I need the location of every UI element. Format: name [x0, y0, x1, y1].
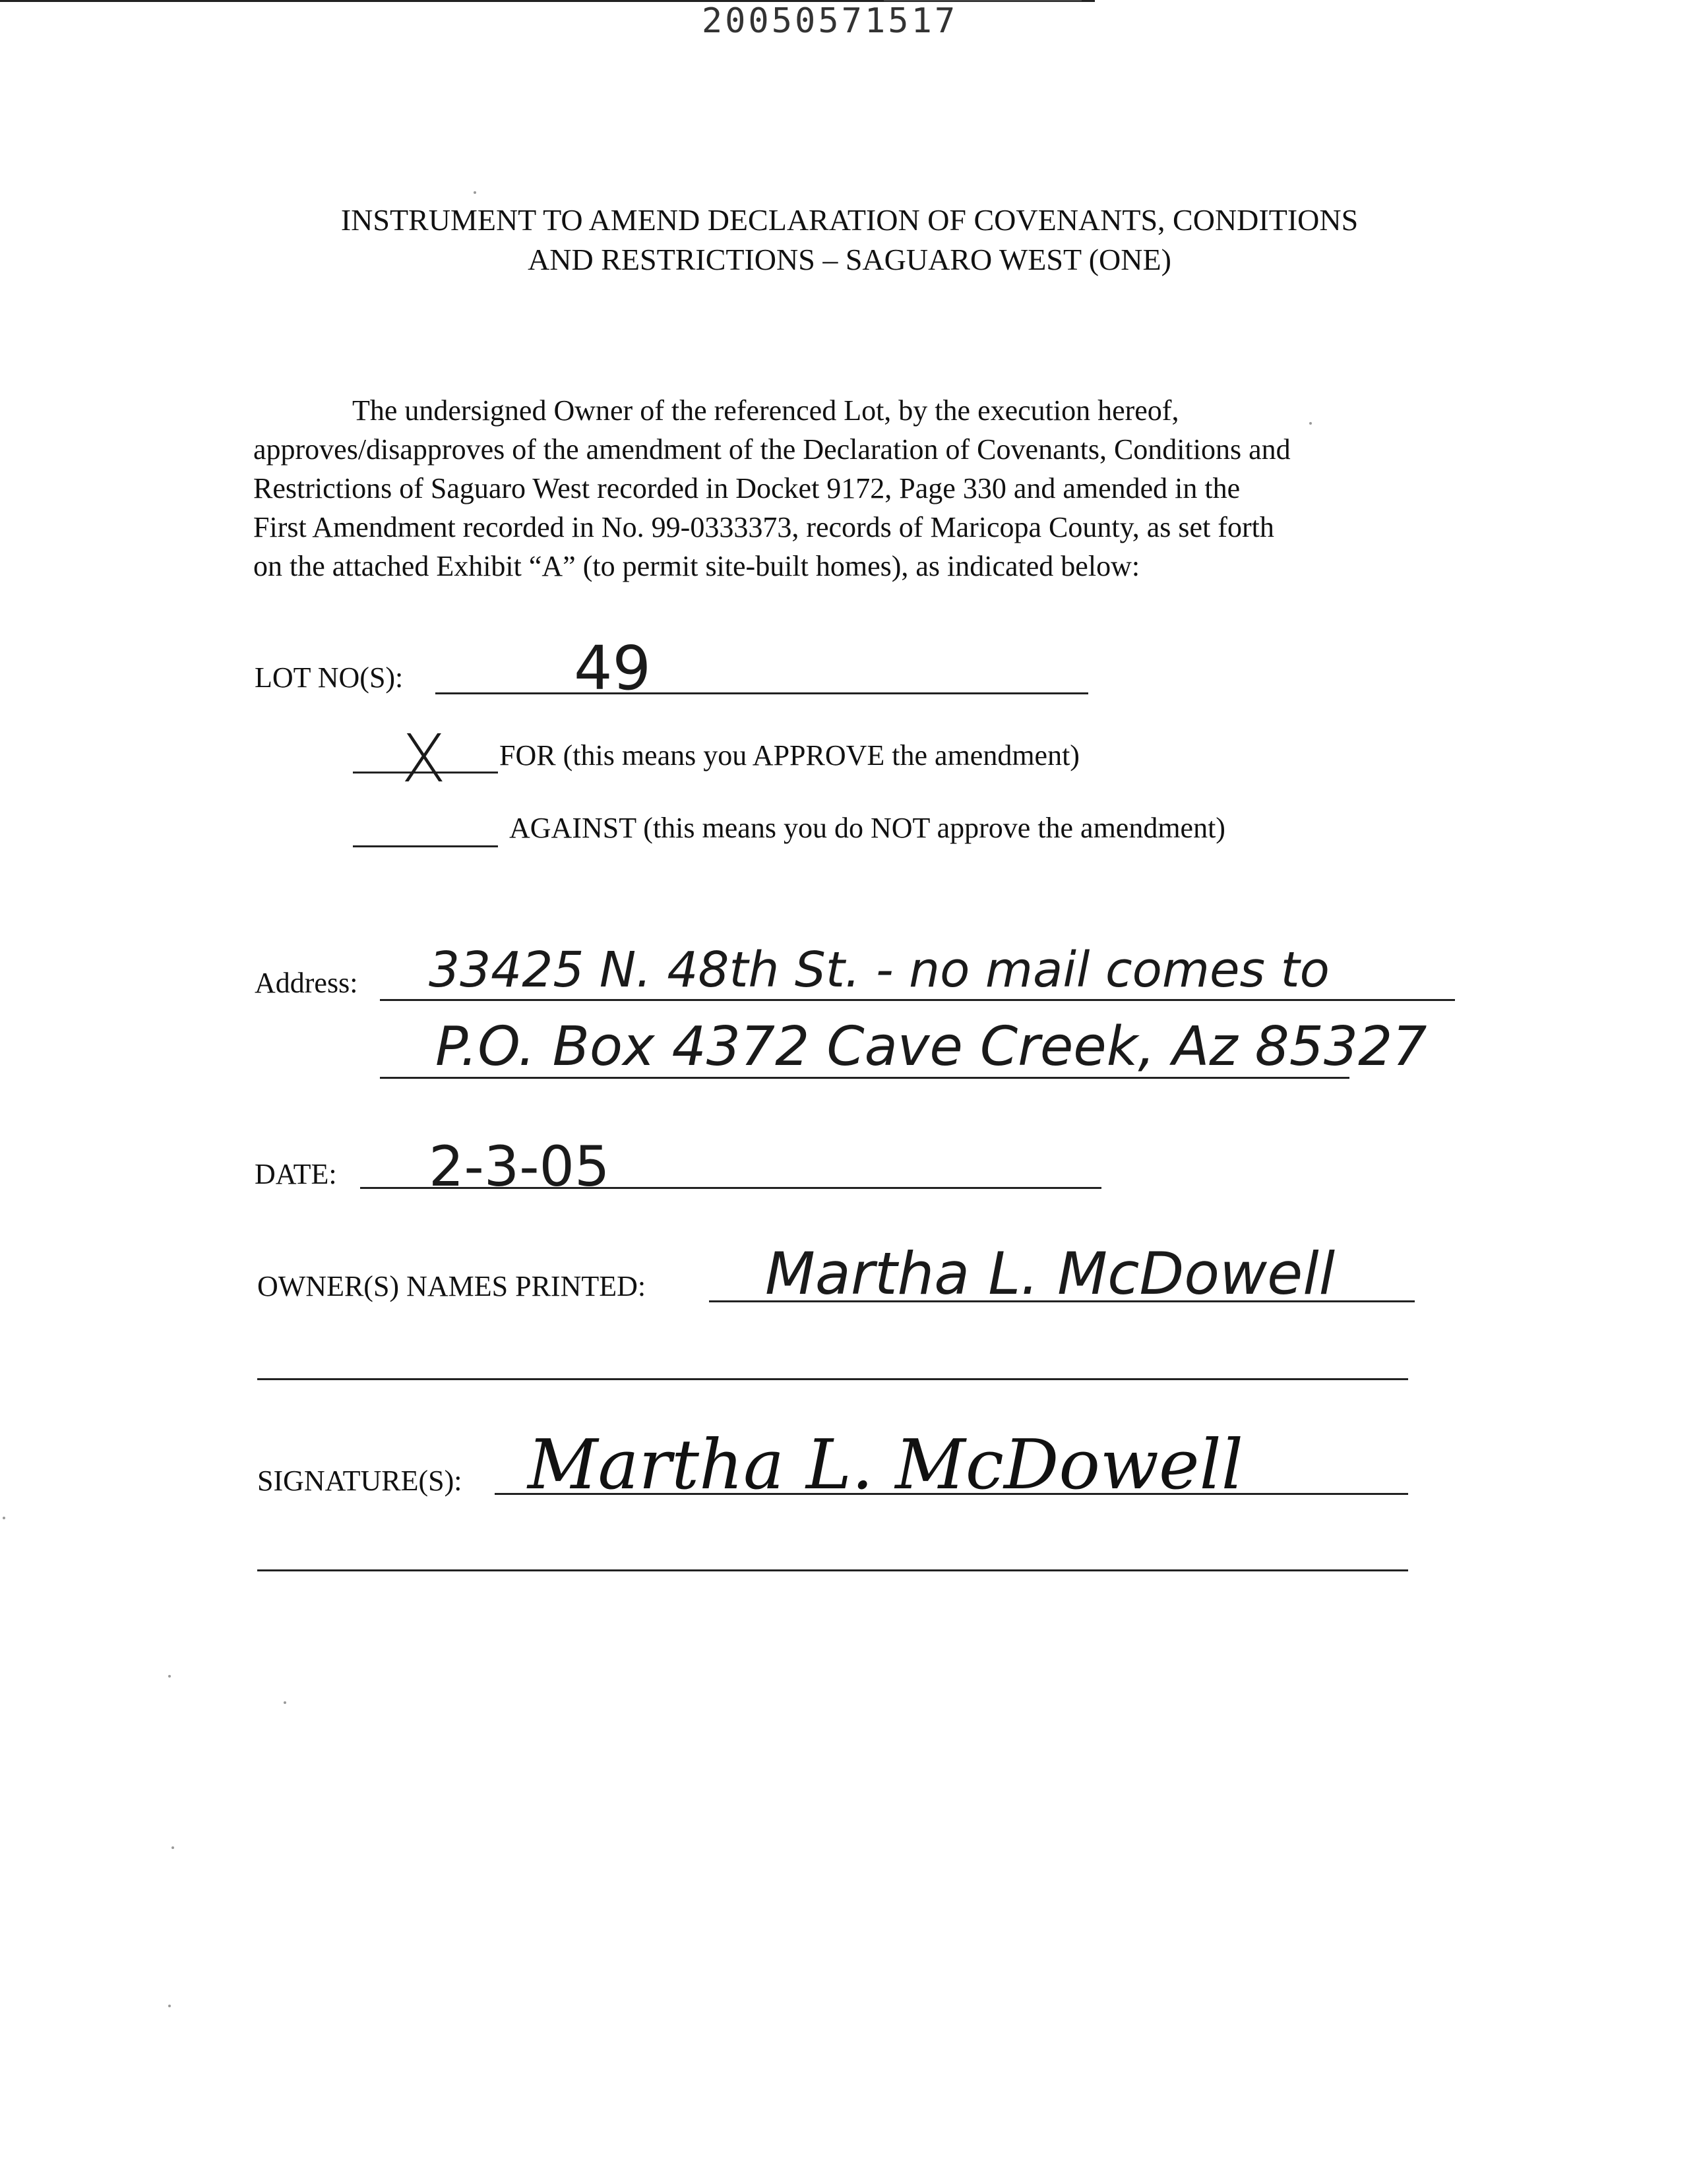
signature-label: SIGNATURE(S): — [257, 1465, 462, 1497]
for-checkmark[interactable]: X — [401, 720, 447, 797]
address-label: Address: — [255, 967, 358, 999]
address-line-2[interactable]: P.O. Box 4372 Cave Creek, Az 85327 — [435, 1016, 1427, 1078]
signature-value[interactable]: Martha L. McDowell — [528, 1424, 1244, 1505]
body-line: approves/disapproves of the amendment of the Declaration of Covenants, Conditions and — [253, 433, 1291, 466]
body-line: The undersigned Owner of the referenced Lot, by the execution hereof, — [352, 394, 1179, 427]
title-line-2: AND RESTRICTIONS – SAGUARO WEST (ONE) — [528, 243, 1171, 276]
body-line: First Amendment recorded in No. 99-0333373, records of Maricopa County, as set forth — [253, 511, 1274, 543]
lot-label: LOT NO(S): — [255, 661, 404, 694]
owner-label: OWNER(S) NAMES PRINTED: — [257, 1270, 646, 1302]
document-title — [0, 200, 1699, 280]
lot-underline — [435, 692, 1088, 694]
title-line-1: INSTRUMENT TO AMEND DECLARATION OF COVENANTS, CONDITIONS — [340, 203, 1359, 237]
lot-value[interactable]: 49 — [574, 633, 652, 704]
recording-number: 20050571517 — [701, 1, 958, 41]
body-line: on the attached Exhibit “A” (to permit site-built homes), as indicated below: — [253, 550, 1140, 582]
body-line: Restrictions of Saguaro West recorded in Docket 9172, Page 330 and amended in the — [253, 472, 1241, 504]
address-underline-1 — [380, 999, 1455, 1001]
scan-speck — [474, 191, 476, 194]
scan-speck — [3, 1517, 5, 1519]
scan-speck — [284, 1701, 286, 1704]
scan-speck — [168, 2005, 171, 2007]
for-label: FOR (this means you APPROVE the amendment) — [499, 739, 1080, 772]
body-paragraph — [253, 391, 1454, 586]
signature-underline-2 — [257, 1569, 1408, 1571]
against-blank[interactable] — [353, 845, 498, 847]
scan-speck — [1309, 422, 1312, 425]
owner-underline-2 — [257, 1378, 1408, 1380]
date-label: DATE: — [255, 1158, 337, 1190]
address-line-1[interactable]: 33425 N. 48th St. - no mail comes to — [429, 942, 1330, 998]
scan-speck — [171, 1846, 174, 1849]
scan-speck — [168, 1675, 171, 1678]
owner-name-value[interactable]: Martha L. McDowell — [765, 1240, 1336, 1308]
against-label: AGAINST (this means you do NOT approve the amendment) — [509, 812, 1225, 844]
date-value[interactable]: 2-3-05 — [429, 1134, 610, 1199]
